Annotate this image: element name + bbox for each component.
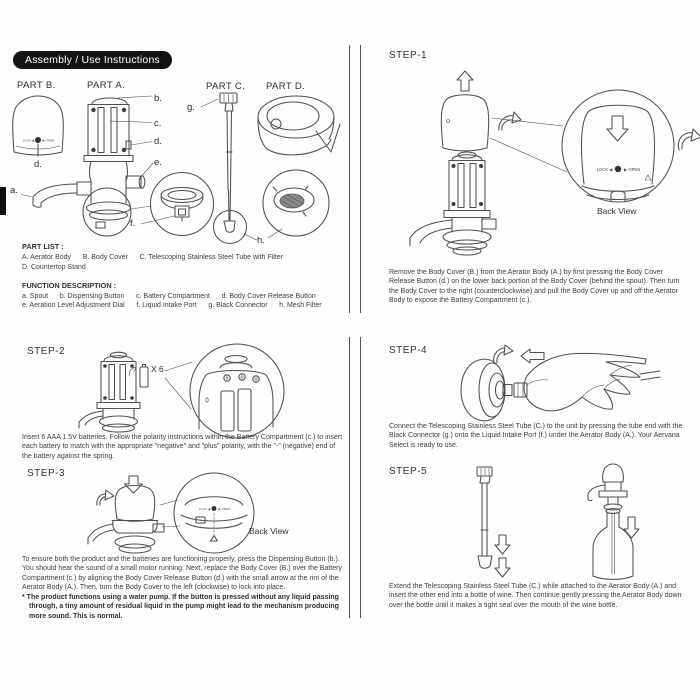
step3-label: STEP-3 xyxy=(27,468,66,479)
callout-g: g. xyxy=(187,102,195,113)
lock-marking: LOCK ◀ xyxy=(596,167,613,172)
extend-down-arrow xyxy=(495,535,510,554)
tube-foot xyxy=(224,221,235,232)
part-d-drawing xyxy=(258,96,340,155)
part-b-drawing xyxy=(13,96,64,156)
step2-battery-count: X 6 xyxy=(151,364,164,374)
part-a-label: PART A. xyxy=(87,80,126,91)
open-marking: ▶ OPEN xyxy=(624,167,641,172)
press-down-arrow xyxy=(624,517,639,538)
callout-a: a. xyxy=(10,185,18,196)
part-a-drawing xyxy=(21,96,214,236)
callout-c: c. xyxy=(154,118,162,129)
open-marking: ▶ OPEN xyxy=(218,506,231,511)
insert-arrow xyxy=(129,367,136,377)
push-left-arrow xyxy=(521,349,544,363)
step3-drawing xyxy=(88,473,254,553)
mesh-filter xyxy=(280,194,304,208)
spout xyxy=(33,184,77,207)
lock-marking: LOCK ◀ xyxy=(198,506,210,511)
lock-marking: LOCK ◀ xyxy=(22,138,34,143)
callout-d-part-b: d. xyxy=(34,159,42,170)
step5-drawing xyxy=(477,464,639,579)
part-d-label: PART D. xyxy=(266,81,306,92)
part-c-drawing xyxy=(201,93,282,244)
part-list-line1: A. Aerator Body B. Body Cover C. Telescoping Stainless Steel Tube with Filter xyxy=(22,254,283,261)
press-down-arrow xyxy=(125,476,143,493)
callout-f: f. xyxy=(130,218,136,229)
hand xyxy=(524,353,646,410)
mesh-filter-drawing xyxy=(263,170,329,236)
step1-back-view-label: Back View xyxy=(597,206,637,216)
callout-b: b. xyxy=(154,93,162,104)
function-description-heading: FUNCTION DESCRIPTION : xyxy=(22,281,117,290)
intake-callout-circle-large xyxy=(151,173,214,236)
part-list-line2: D. Countertop Stand xyxy=(22,263,86,271)
step1-text: Remove the Body Cover (B.) from the Aerator Body (A.) by first pressing the Body Cover Release Button (d.) on the lower back portion of the Body Cover (behind the spout). Then turn the Body Cover to the right (counterclockwise) and pull the Body Cover up and off the Aerator Body to expose the Battery Compartment (c.). xyxy=(389,269,680,304)
body-cover xyxy=(441,95,488,151)
turn-arrow xyxy=(691,129,700,141)
step2-text: Insert 6 AAA 1.5V batteries. Follow the polarity instructions within the Battery Compartment (c.) to insert each battery to match with the appropriate "negative" and "plus" polarity, with the "-" (negative) end of the battery against the spring. xyxy=(22,434,343,460)
step3-text: To ensure both the product and the batteries are functioning properly, press the Dispensing Button (b.). You should hear the sound of a small motor running. Next, replace the Body Cover (B.) over the Battery Compartment (c.) by aligning the Body Cover Release Button (d.) with the small arrow at the rim of the Aerator Body (A.). Then, turn the Body Cover to the left (clockwise) to lock into place. xyxy=(22,556,342,591)
battery-callout-circle xyxy=(190,344,284,438)
step1-label: STEP-1 xyxy=(389,50,428,61)
page-title: Assembly / Use Instructions xyxy=(13,51,172,69)
step4-label: STEP-4 xyxy=(389,345,428,356)
step5-text: Extend the Telescoping Stainless Steel Tube (C.) while attached to the Aerator Body (A.) and insert the other end into a bottle of wine. Then continue gently pressing the Aerator Body down over the bottle until it makes a tight seal over the mouth of the wine bottle. xyxy=(389,583,682,609)
press-down-arrow xyxy=(607,116,628,141)
callout-e: e. xyxy=(154,157,162,168)
tube-foot xyxy=(478,556,492,568)
step4-text: Connect the Telescoping Stainless Steel Tube (C.) to the unit by pressing the tube end with the Black Connector (g.) onto the Liquid Intake Port (f.) under the Aerator Body (A.). Your Aervana Select is ready to use. xyxy=(389,423,683,449)
function-description-line2: e. Aeration Level Adjustment Dial f. Liquid Intake Port g. Black Connector h. Mesh Filter xyxy=(22,302,322,309)
open-marking: ▶ OPEN xyxy=(42,138,55,143)
battery xyxy=(140,367,148,387)
part-c-label: PART C. xyxy=(206,81,246,92)
turn-arrow xyxy=(105,490,114,500)
spout-joint xyxy=(77,182,91,195)
step3-back-view-label: Back View xyxy=(249,526,289,536)
step4-drawing xyxy=(461,345,660,421)
turn-arrow xyxy=(504,345,513,355)
step5-label: STEP-5 xyxy=(389,466,428,477)
part-list-heading: PART LIST : xyxy=(22,242,64,251)
part-b-label: PART B. xyxy=(17,80,56,91)
lock-dial-dot xyxy=(35,137,41,143)
align-triangle xyxy=(645,175,651,180)
back-view-callout-circle xyxy=(562,90,674,202)
black-connector xyxy=(477,467,492,476)
align-triangle xyxy=(211,536,218,542)
callout-d-part-a: d. xyxy=(154,136,162,147)
function-description-line1: a. Spout b. Dispensing Button c. Battery Compartment d. Body Cover Release Button xyxy=(22,292,316,300)
lift-up-arrow xyxy=(457,71,473,91)
callout-h: h. xyxy=(257,235,265,246)
step2-drawing xyxy=(79,344,284,438)
step1-drawing xyxy=(410,71,700,255)
step3-note: * The product functions using a water pump. If the button is pressed without any liquid passing through, a tiny amount of residual liquid in the pump might lead to the mechanism producing more sound. This is normal. xyxy=(22,594,339,620)
step2-label: STEP-2 xyxy=(27,346,66,357)
extend-down-arrow xyxy=(495,558,510,577)
